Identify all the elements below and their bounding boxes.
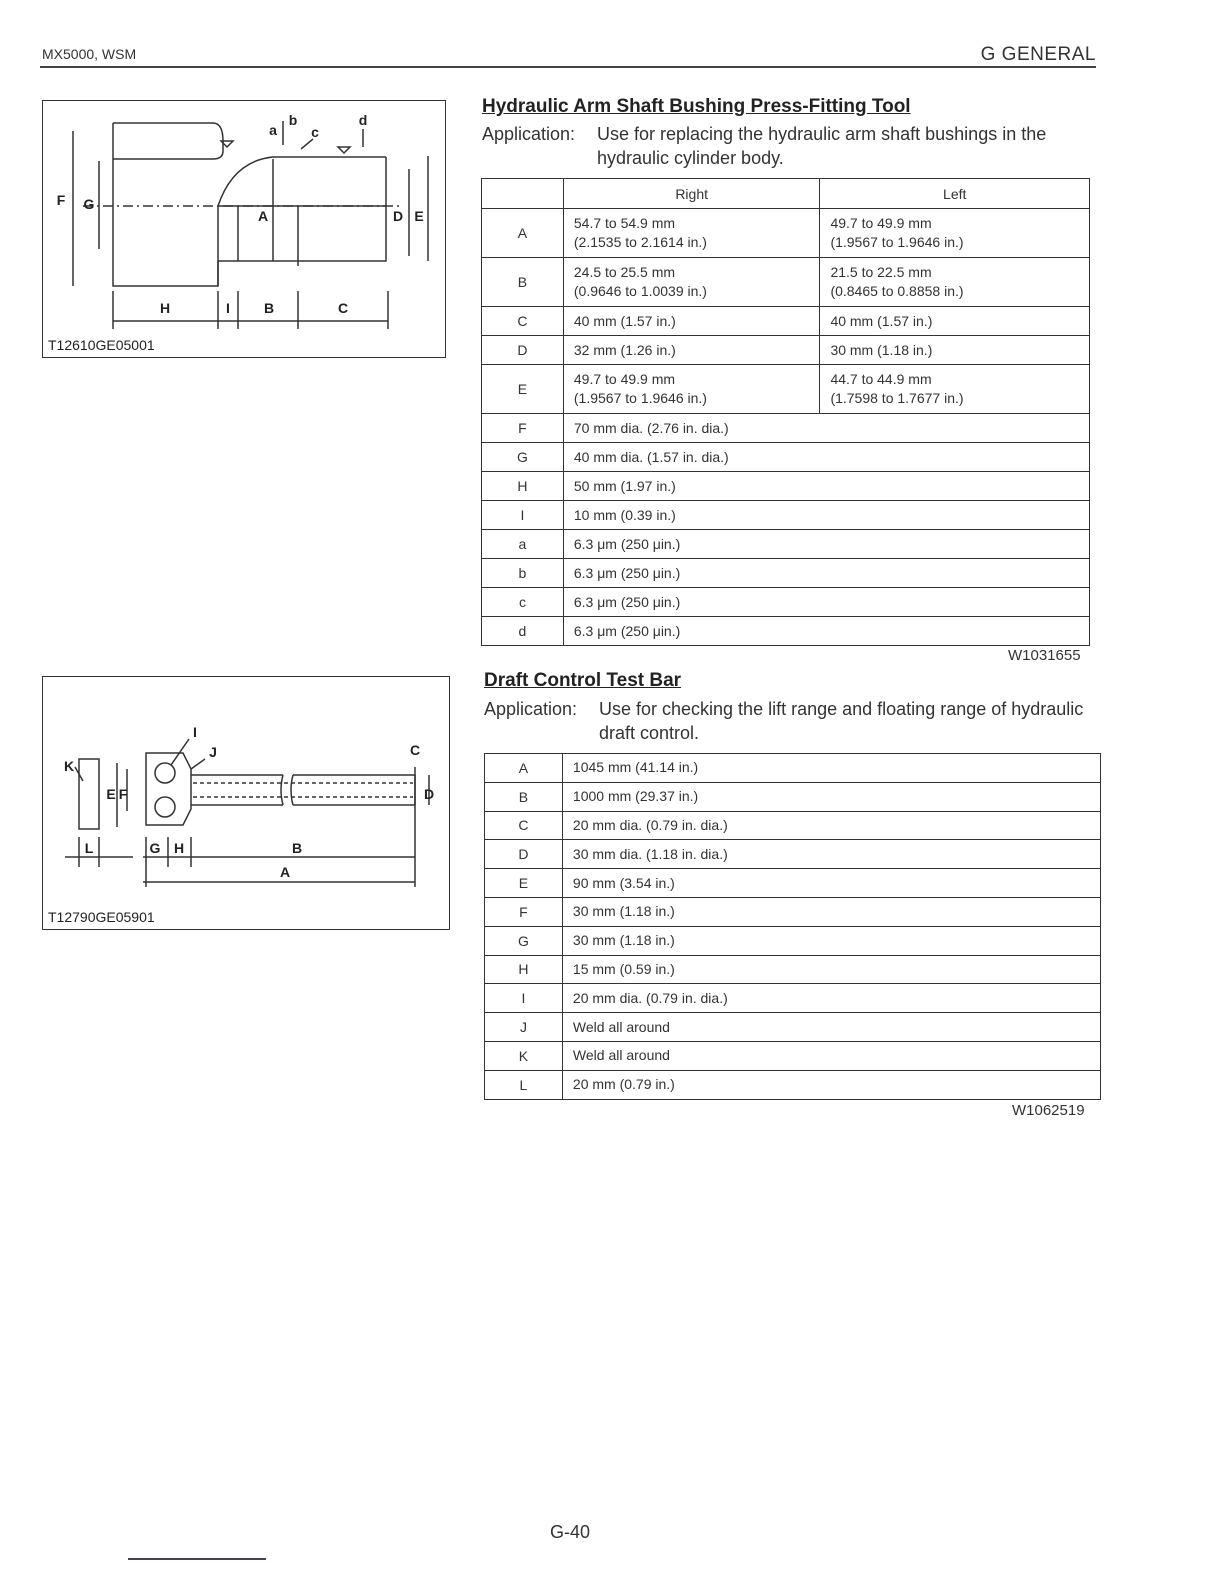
- row-value-right: 40 mm (1.57 in.): [563, 307, 820, 336]
- table-row: [485, 811, 1101, 840]
- row-value: 20 mm dia. (0.79 in. dia.): [562, 984, 1100, 1013]
- section-heading: Hydraulic Arm Shaft Bushing Press-Fitting Tool: [482, 96, 911, 117]
- dim-label-B: B: [291, 840, 303, 856]
- table-row: [482, 443, 1090, 472]
- row-value-left: 49.7 to 49.9 mm (1.9567 to 1.9646 in.): [820, 209, 1090, 258]
- table-row: [482, 617, 1090, 646]
- reference-code: W1062519: [1012, 1102, 1085, 1119]
- row-value-left: 30 mm (1.18 in.): [820, 336, 1090, 365]
- row-value-right: 54.7 to 54.9 mm (2.1535 to 2.1614 in.): [563, 209, 820, 258]
- row-key: L: [485, 1070, 563, 1099]
- table-row: [485, 955, 1101, 984]
- test-bar-drawing: [43, 677, 449, 929]
- dim-label-C: C: [337, 300, 349, 316]
- figure-bushing-tool: [42, 100, 446, 358]
- row-key: K: [485, 1041, 563, 1070]
- table-row: [482, 559, 1090, 588]
- dim-label-I: I: [193, 724, 197, 740]
- row-value: 70 mm dia. (2.76 in. dia.): [563, 414, 1089, 443]
- table-row: [482, 501, 1090, 530]
- row-value: 40 mm dia. (1.57 in. dia.): [563, 443, 1089, 472]
- footer-rule: [128, 1558, 266, 1560]
- row-key: G: [485, 926, 563, 955]
- row-value: 30 mm (1.18 in.): [562, 926, 1100, 955]
- dim-label-J: J: [209, 744, 217, 760]
- dim-label-G: G: [83, 196, 95, 212]
- application-text: [484, 697, 1100, 745]
- dim-label-E: E: [106, 786, 116, 802]
- dim-label-A: A: [257, 208, 269, 224]
- table-row: [482, 307, 1090, 336]
- row-key: H: [482, 472, 564, 501]
- row-value: 6.3 μm (250 μin.): [563, 617, 1089, 646]
- section-heading: Draft Control Test Bar: [484, 670, 682, 691]
- row-key: B: [482, 258, 564, 307]
- header-left: Left: [820, 179, 1090, 209]
- row-value-left: 40 mm (1.57 in.): [820, 307, 1090, 336]
- row-key: J: [485, 1013, 563, 1042]
- row-key: A: [482, 209, 564, 258]
- row-key: F: [482, 414, 564, 443]
- application-description: Use for replacing the hydraulic arm shaft bushings in the hydraulic cylinder body.: [597, 124, 1047, 168]
- row-key: D: [485, 840, 563, 869]
- row-key: C: [485, 811, 563, 840]
- dim-label-F: F: [56, 192, 66, 208]
- row-value-right: 49.7 to 49.9 mm (1.9567 to 1.9646 in.): [563, 365, 820, 414]
- table-row: [482, 472, 1090, 501]
- dim-label-I: I: [226, 300, 230, 316]
- table-row: [485, 782, 1101, 811]
- table-row: [482, 588, 1090, 617]
- table-row: [485, 869, 1101, 898]
- row-key: b: [482, 559, 564, 588]
- row-value: 10 mm (0.39 in.): [563, 501, 1089, 530]
- table-row: [485, 1070, 1101, 1099]
- table-row: [485, 984, 1101, 1013]
- reference-code: W1031655: [1008, 647, 1081, 664]
- table-row: [485, 840, 1101, 869]
- row-key: E: [482, 365, 564, 414]
- dim-label-D: D: [423, 786, 435, 802]
- figure-caption: T12610GE05001: [48, 337, 155, 353]
- table-header-row: [482, 179, 1090, 209]
- finish-label-d: d: [358, 112, 368, 128]
- row-value-left: 44.7 to 44.9 mm (1.7598 to 1.7677 in.): [820, 365, 1090, 414]
- header-right: Right: [563, 179, 820, 209]
- row-value: 15 mm (0.59 in.): [562, 955, 1100, 984]
- dim-label-B: B: [263, 300, 275, 316]
- row-value-left: 21.5 to 22.5 mm (0.8465 to 0.8858 in.): [820, 258, 1090, 307]
- table-row: [485, 897, 1101, 926]
- row-value: 1000 mm (29.37 in.): [562, 782, 1100, 811]
- row-key: A: [485, 754, 563, 783]
- row-key: H: [485, 955, 563, 984]
- spec-table-bushing: [481, 178, 1090, 646]
- row-key: D: [482, 336, 564, 365]
- row-value-right: 24.5 to 25.5 mm (0.9646 to 1.0039 in.): [563, 258, 820, 307]
- application-label: Application:: [484, 699, 578, 719]
- row-key: B: [485, 782, 563, 811]
- figure-test-bar: [42, 676, 450, 930]
- table-row: [482, 530, 1090, 559]
- row-key: I: [482, 501, 564, 530]
- application-text: [482, 122, 1098, 170]
- row-value: 6.3 μm (250 μin.): [563, 588, 1089, 617]
- row-value: 6.3 μm (250 μin.): [563, 559, 1089, 588]
- row-key: c: [482, 588, 564, 617]
- table-row: [482, 365, 1090, 414]
- row-key: a: [482, 530, 564, 559]
- row-value: 30 mm dia. (1.18 in. dia.): [562, 840, 1100, 869]
- application-description: Use for checking the lift range and floating range of hydraulic draft control.: [599, 699, 1084, 743]
- table-row: [485, 754, 1101, 783]
- table-row: [482, 414, 1090, 443]
- dim-label-A: A: [279, 864, 291, 880]
- bushing-tool-drawing: [43, 101, 445, 357]
- dim-label-H: H: [173, 840, 185, 856]
- dim-label-G: G: [149, 840, 161, 856]
- table-row: [485, 1041, 1101, 1070]
- application-label: Application:: [482, 124, 576, 144]
- spec-table-test-bar: [484, 753, 1101, 1100]
- row-key: E: [485, 869, 563, 898]
- finish-label-c: c: [311, 124, 319, 140]
- row-value: 50 mm (1.97 in.): [563, 472, 1089, 501]
- row-key: d: [482, 617, 564, 646]
- row-value: 90 mm (3.54 in.): [562, 869, 1100, 898]
- section-title: G GENERAL: [980, 44, 1096, 65]
- header-rule: [40, 66, 1096, 68]
- row-value: 6.3 μm (250 μin.): [563, 530, 1089, 559]
- row-value: Weld all around: [562, 1041, 1100, 1070]
- dim-label-E: E: [414, 208, 424, 224]
- row-value: Weld all around: [562, 1013, 1100, 1042]
- table-row: [482, 258, 1090, 307]
- row-key: F: [485, 897, 563, 926]
- dim-label-K: K: [63, 758, 75, 774]
- row-key: C: [482, 307, 564, 336]
- table-row: [482, 209, 1090, 258]
- row-value: 1045 mm (41.14 in.): [562, 754, 1100, 783]
- dim-label-D: D: [392, 208, 404, 224]
- dim-label-H: H: [159, 300, 171, 316]
- row-key: G: [482, 443, 564, 472]
- finish-label-b: b: [288, 112, 298, 128]
- dim-label-F: F: [118, 786, 128, 802]
- table-row: [485, 926, 1101, 955]
- dim-label-L: L: [84, 840, 94, 856]
- row-value: 20 mm dia. (0.79 in. dia.): [562, 811, 1100, 840]
- row-value: 20 mm (0.79 in.): [562, 1070, 1100, 1099]
- dim-label-C: C: [409, 742, 421, 758]
- manual-title: MX5000, WSM: [42, 46, 137, 62]
- finish-label-a: a: [269, 122, 277, 138]
- row-key: I: [485, 984, 563, 1013]
- page-number: G-40: [550, 1522, 591, 1542]
- row-value-right: 32 mm (1.26 in.): [563, 336, 820, 365]
- row-value: 30 mm (1.18 in.): [562, 897, 1100, 926]
- figure-caption: T12790GE05901: [48, 909, 155, 925]
- table-row: [485, 1013, 1101, 1042]
- table-row: [482, 336, 1090, 365]
